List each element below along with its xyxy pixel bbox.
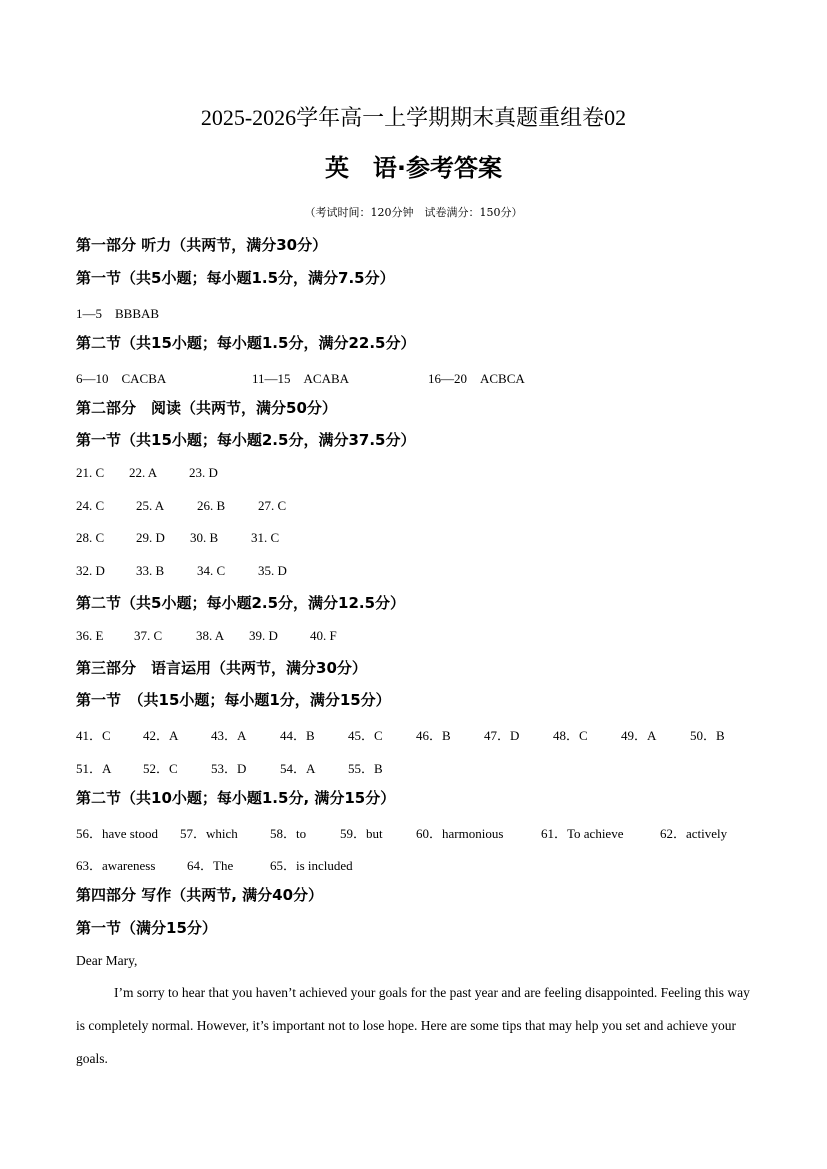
answer-item: 65．is included — [270, 858, 353, 873]
letter-body: I’m sorry to hear that you haven’t achieved your goals for the past year and are feeling disappointed. Feeling this way is completely normal. However, it’s important not to lose hope. Here are some tips that may help you set and achieve your goals. — [76, 985, 750, 1066]
answer-item: 53．D — [211, 761, 247, 776]
answer-item: 50．B — [690, 728, 725, 743]
answer-item: 24. C — [76, 498, 105, 513]
answer-item: 21. C — [76, 465, 105, 480]
answer-group: 1—5 BBBAB — [76, 306, 160, 321]
part3-sec1-heading: 第一节 （共15小题；每小题1分，满分15分） — [76, 691, 391, 709]
answer-item: 37. C — [134, 628, 163, 643]
answer-item: 56．have stood — [76, 826, 158, 841]
answer-item: 44．B — [280, 728, 315, 743]
answer-item: 55．B — [348, 761, 383, 776]
answer-group: 6—10 CACBA — [76, 371, 167, 386]
answer-item: 40. F — [310, 628, 337, 643]
page-title: 2025-2026学年高一上学期期末真题重组卷02 — [200, 105, 627, 130]
answer-item: 51．A — [76, 761, 112, 776]
answer-item: 58．to — [270, 826, 307, 841]
answer-item: 26. B — [197, 498, 226, 513]
part3-heading: 第三部分 语言运用（共两节，满分30分） — [76, 659, 367, 677]
answer-item: 43．A — [211, 728, 247, 743]
answer-item: 62．actively — [660, 826, 728, 841]
answer-item: 52．C — [143, 761, 178, 776]
part2-heading: 第二部分 阅读（共两节，满分50分） — [76, 399, 337, 417]
answer-group: 11—15 ACABA — [252, 371, 350, 386]
answer-item: 59．but — [340, 826, 383, 841]
answer-item: 33. B — [136, 563, 165, 578]
answer-item: 47．D — [484, 728, 520, 743]
answer-item: 42．A — [143, 728, 179, 743]
part2-sec2-heading: 第二节（共5小题；每小题2.5分，满分12.5分） — [76, 594, 406, 612]
part4-heading: 第四部分 写作（共两节, 满分40分） — [76, 886, 324, 904]
answer-item: 60．harmonious — [416, 826, 504, 841]
letter-greeting: Dear Mary, — [76, 953, 138, 968]
page-subtitle: 英 语·参考答案 — [324, 154, 503, 182]
answer-item: 63．awareness — [76, 858, 156, 873]
answer-item: 32. D — [76, 563, 105, 578]
answer-item: 38. A — [196, 628, 225, 643]
part1-sec1-heading: 第一节（共5小题；每小题1.5分，满分7.5分） — [76, 269, 395, 287]
answer-item: 29. D — [136, 530, 165, 545]
answer-item: 54．A — [280, 761, 316, 776]
part4-sec1-heading: 第一节（满分15分） — [76, 919, 217, 937]
answer-item: 45．C — [348, 728, 383, 743]
answer-item: 46．B — [416, 728, 451, 743]
part1-sec2-heading: 第二节（共15小题；每小题1.5分，满分22.5分） — [76, 334, 416, 352]
answer-item: 39. D — [249, 628, 278, 643]
answer-item: 22. A — [129, 465, 158, 480]
part1-heading: 第一部分 听力（共两节，满分30分） — [76, 236, 328, 254]
answer-item: 49．A — [621, 728, 657, 743]
answer-item: 30. B — [190, 530, 219, 545]
answer-item: 57．which — [180, 826, 238, 841]
part2-sec1-heading: 第一节（共15小题；每小题2.5分，满分37.5分） — [76, 431, 416, 449]
answer-item: 64．The — [187, 858, 234, 873]
answer-item: 25. A — [136, 498, 165, 513]
answer-item: 23. D — [189, 465, 218, 480]
answer-item: 27. C — [258, 498, 287, 513]
exam-info: （考试时间：120分钟 试卷满分：150分） — [304, 206, 523, 219]
answer-group: 16—20 ACBCA — [428, 371, 525, 386]
answer-item: 41．C — [76, 728, 111, 743]
answer-item: 31. C — [251, 530, 280, 545]
answer-item: 34. C — [197, 563, 226, 578]
answer-item: 36. E — [76, 628, 104, 643]
answer-item: 48．C — [553, 728, 588, 743]
answer-item: 61．To achieve — [541, 826, 624, 841]
answer-item: 28. C — [76, 530, 105, 545]
answer-item: 35. D — [258, 563, 287, 578]
part3-sec2-heading: 第二节（共10小题；每小题1.5分, 满分15分） — [76, 789, 396, 807]
